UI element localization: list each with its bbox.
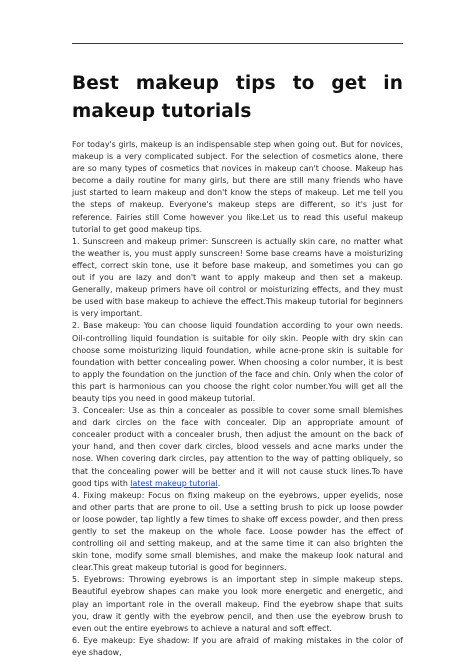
item-concealer-end: . — [217, 478, 221, 488]
document-body — [72, 139, 403, 659]
header-rule — [72, 43, 403, 44]
item-eyebrows: 5. Eyebrows: Throwing eyebrows is an important step in simple makeup steps. Beautiful eyebrow shapes can make you look more energetic and energetic, and play an important role in the overall makeup. Find the eyebrow shape that suits you, draw it gently with the eyebrow pencil, and then use the eyebrow brush to even out the entire eyebrows to achieve a natural and soft effect. — [72, 575, 403, 633]
item-sunscreen: 1. Sunscreen and makeup primer: Sunscreen is actually skin care, no matter what the weather is, you must apply sunscreen! Some base creams have a moisturizing effect, correct skin tone, use it before base makeup, and sometimes you can go out if you are lazy and don't want to apply makeup and then set a makeup. Generally, makeup primers have oil control or moisturizing effects, and they must be used with base makeup to achieve the effect.This makeup tutorial for beginners is very important. — [72, 236, 403, 319]
item-fixing-makeup: 4. Fixing makeup: Focus on fixing makeup on the eyebrows, upper eyelids, nose and other parts that are prone to oil. Use a setting brush to pick up loose powder or loose powder, tap lightly a few times to shake off excess powder, and then press gently to set the makeup on the whole face. Loose powder has the effect of controlling oil and setting makeup, and at the same time it can also brighten the skin tone, modify some small blemishes, and make the makeup look natural and clear.This great makeup tutorial is good for beginners. — [72, 490, 403, 573]
item-eye-makeup: 6. Eye makeup: Eye shadow: If you are afraid of making mistakes in the color of eye shadow, — [72, 635, 403, 657]
item-concealer-text: 3. Concealer: Use as thin a concealer as possible to cover some small blemishes and dark circles on the face with concealer. Dip an appropriate amount of concealer product with a concealer brush, then adjust the amount on the back of your hand, and then cover dark circles, blood vessels and acne marks under the nose. When covering dark circles, pay attention to the way of patting obliquely, so that the concealing power will be better and it will not cause stuck lines.To have good tips with — [72, 406, 403, 488]
document-title: Best makeup tips to get in makeup tutorials — [72, 73, 403, 122]
item-base-makeup: 2. Base makeup: You can choose liquid foundation according to your own needs. Oil-controlling liquid foundation is suitable for oily skin. People with dry skin can choose some moisturizing liquid foundation, while acne-prone skin is suitable for foundation with better concealing power. When choosing a color number, it is best to apply the foundation on the junction of the face and chin. Only when the color of this part is harmonious can you choose the right color number.You will get all the beauty tips you need in good makeup tutorial. — [72, 321, 403, 403]
item-concealer — [72, 405, 403, 490]
latest-makeup-tutorial-link[interactable]: latest makeup tutorial — [130, 478, 218, 488]
intro-paragraph: For today's girls, makeup is an indispensable step when going out. But for novices, makeup is a very complicated subject. For the selection of cosmetics alone, there are so many types of cosmetics that novices in makeup can't choose. Makeup has become a daily routine for many girls, but there are still many friends who have just started to learn makeup and don't know the steps of makeup. Let me tell you the steps of makeup. Everyone's makeup steps are different, so it's just for reference. Fairies still Come however you like.Let us to read this useful makeup tutorial to get good makeup tips. — [72, 140, 403, 234]
